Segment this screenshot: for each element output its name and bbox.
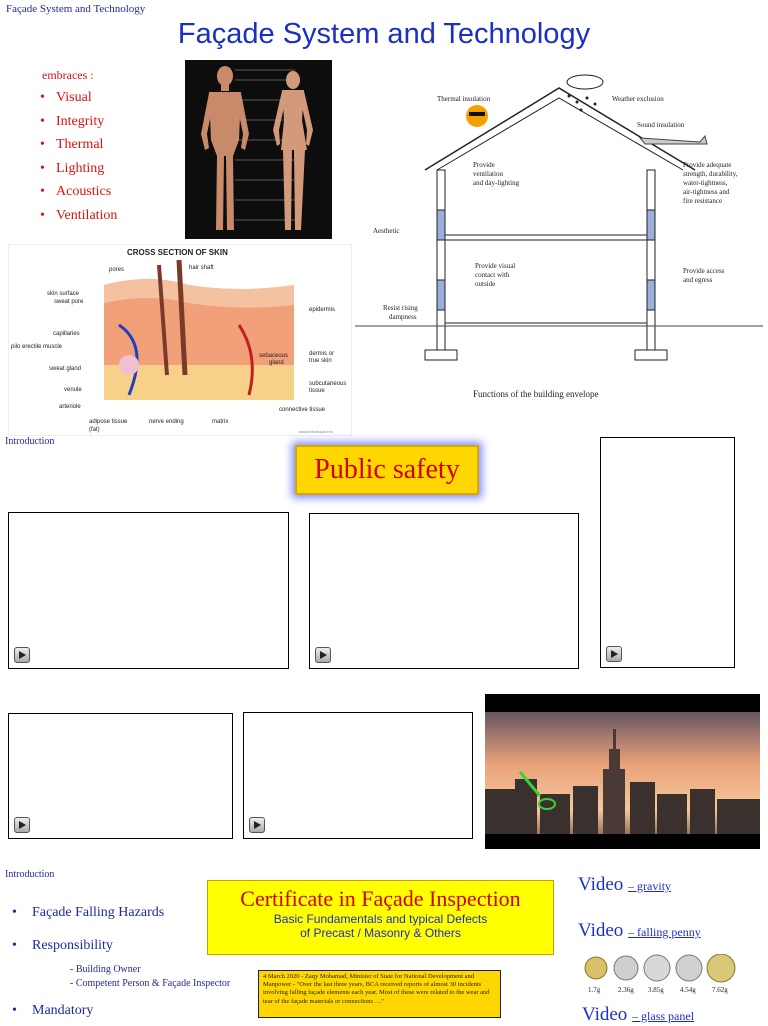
- svg-text:1.7g: 1.7g: [588, 986, 601, 994]
- svg-text:tissue: tissue: [309, 388, 325, 394]
- skin-cross-section-diagram: [8, 244, 352, 436]
- video-player[interactable]: [600, 437, 735, 668]
- svg-text:true skin: true skin: [309, 358, 332, 364]
- page-title: Façade System and Technology: [177, 18, 591, 50]
- list-item: • Mandatory: [12, 1003, 94, 1018]
- svg-text:Provide access: Provide access: [683, 267, 725, 275]
- svg-text:3.85g: 3.85g: [648, 986, 664, 994]
- video-player[interactable]: [243, 712, 473, 839]
- svg-text:adipose tissue: adipose tissue: [89, 419, 128, 425]
- human-body-image: [185, 60, 332, 239]
- svg-text:venule: venule: [64, 387, 82, 393]
- svg-text:pores: pores: [109, 267, 125, 273]
- play-icon[interactable]: [14, 817, 30, 833]
- svg-text:ventilation: ventilation: [473, 170, 503, 178]
- play-icon[interactable]: [606, 646, 622, 662]
- play-icon[interactable]: [315, 647, 331, 663]
- svg-text:capillaries: capillaries: [53, 331, 80, 337]
- embraces-label: embraces :: [42, 68, 94, 82]
- public-safety-banner: Public safety: [295, 445, 479, 495]
- svg-text:connective tissue: connective tissue: [279, 407, 326, 413]
- sub-item-competent-person: - Competent Person & Façade Inspector: [70, 978, 231, 989]
- minister-quote-box: 4 March 2020 - Zaqy Mohamad, Minister of State for National Development and Manpower - "Over the last three years, BCA received reports of almost 30 incidents involving falling façade elements each year. Most of these were related to the wear and tear of the façade materials or connections …": [258, 970, 501, 1018]
- svg-text:contact with: contact with: [475, 271, 510, 279]
- svg-text:strength, durability,: strength, durability,: [683, 170, 738, 178]
- svg-text:and egress: and egress: [683, 276, 713, 284]
- video-player[interactable]: [309, 513, 579, 669]
- svg-text:fire resistance: fire resistance: [683, 197, 723, 205]
- section-intro-label: Introduction: [5, 436, 55, 447]
- svg-text:Weather exclusion: Weather exclusion: [612, 95, 664, 103]
- svg-text:sweat pore: sweat pore: [54, 299, 84, 305]
- play-icon[interactable]: [249, 817, 265, 833]
- list-item: • Façade Falling Hazards: [12, 905, 165, 920]
- certificate-subtitle-1: Basic Fundamentals and typical Defects: [273, 912, 488, 926]
- video-link-glass-panel[interactable]: Video – glass panel: [582, 1004, 695, 1025]
- sub-item-building-owner: - Building Owner: [70, 964, 141, 975]
- svg-text:Aesthetic: Aesthetic: [373, 227, 400, 235]
- svg-text:sebaceous: sebaceous: [259, 353, 289, 359]
- video-link-gravity[interactable]: Video – gravity: [578, 874, 672, 895]
- svg-text:gland: gland: [269, 360, 284, 366]
- svg-text:www.infovisual.info: www.infovisual.info: [299, 429, 333, 434]
- svg-text:skin surface: skin surface: [47, 291, 80, 297]
- svg-text:epidermis: epidermis: [309, 307, 336, 313]
- list-item: • Thermal: [40, 137, 104, 152]
- svg-text:Provide visual: Provide visual: [475, 262, 516, 270]
- video-link-falling-penny[interactable]: Video – falling penny: [578, 920, 701, 941]
- video-player[interactable]: [8, 512, 289, 669]
- list-item: • Responsibility: [12, 938, 113, 953]
- svg-text:pilo erectile muscle: pilo erectile muscle: [11, 344, 63, 350]
- list-item: • Integrity: [40, 113, 105, 129]
- svg-text:matrix: matrix: [212, 419, 229, 425]
- svg-text:Resist rising: Resist rising: [383, 304, 418, 312]
- svg-text:outside: outside: [475, 280, 496, 288]
- svg-text:Functions of the building enve: Functions of the building envelope: [473, 389, 599, 399]
- skin-title: CROSS SECTION OF SKIN: [127, 248, 228, 257]
- section-intro-label: Introduction: [5, 869, 55, 880]
- play-icon[interactable]: [14, 647, 30, 663]
- list-item: • Acoustics: [40, 184, 112, 199]
- svg-text:7.62g: 7.62g: [712, 986, 728, 994]
- svg-text:Provide: Provide: [473, 161, 495, 169]
- svg-text:Thermal insulation: Thermal insulation: [437, 95, 491, 103]
- svg-text:hair shaft: hair shaft: [189, 265, 214, 271]
- svg-text:air-tightness and: air-tightness and: [683, 188, 730, 196]
- svg-text:4.54g: 4.54g: [680, 986, 696, 994]
- svg-text:Provide adequate: Provide adequate: [683, 161, 732, 169]
- svg-text:and day-lighting: and day-lighting: [473, 179, 520, 187]
- svg-text:Sound insulation: Sound insulation: [637, 121, 685, 129]
- certificate-banner: [207, 880, 554, 955]
- building-envelope-diagram: [355, 70, 763, 410]
- svg-text:sweat gland: sweat gland: [49, 366, 82, 372]
- video-player[interactable]: [8, 713, 233, 839]
- svg-text:2.36g: 2.36g: [618, 986, 634, 994]
- certificate-subtitle-2: of Precast / Masonry & Others: [300, 926, 461, 940]
- svg-text:(fat): (fat): [89, 427, 100, 433]
- coins-image: [582, 954, 762, 994]
- list-item: • Lighting: [40, 160, 105, 176]
- svg-text:water-tightness,: water-tightness,: [683, 179, 728, 187]
- svg-text:dermis or: dermis or: [309, 351, 335, 357]
- city-skyline-photo: [485, 694, 760, 849]
- list-item: • Ventilation: [40, 207, 118, 223]
- svg-text:dampness: dampness: [389, 313, 417, 321]
- list-item: • Visual: [40, 90, 92, 105]
- svg-text:arteriole: arteriole: [59, 404, 81, 410]
- embraces-list: [40, 86, 117, 227]
- certificate-title: Certificate in Façade Inspection: [240, 886, 521, 911]
- svg-text:nerve ending: nerve ending: [149, 419, 184, 425]
- svg-text:subcutaneous: subcutaneous: [309, 381, 347, 387]
- header-small-title: Façade System and Technology: [6, 3, 146, 15]
